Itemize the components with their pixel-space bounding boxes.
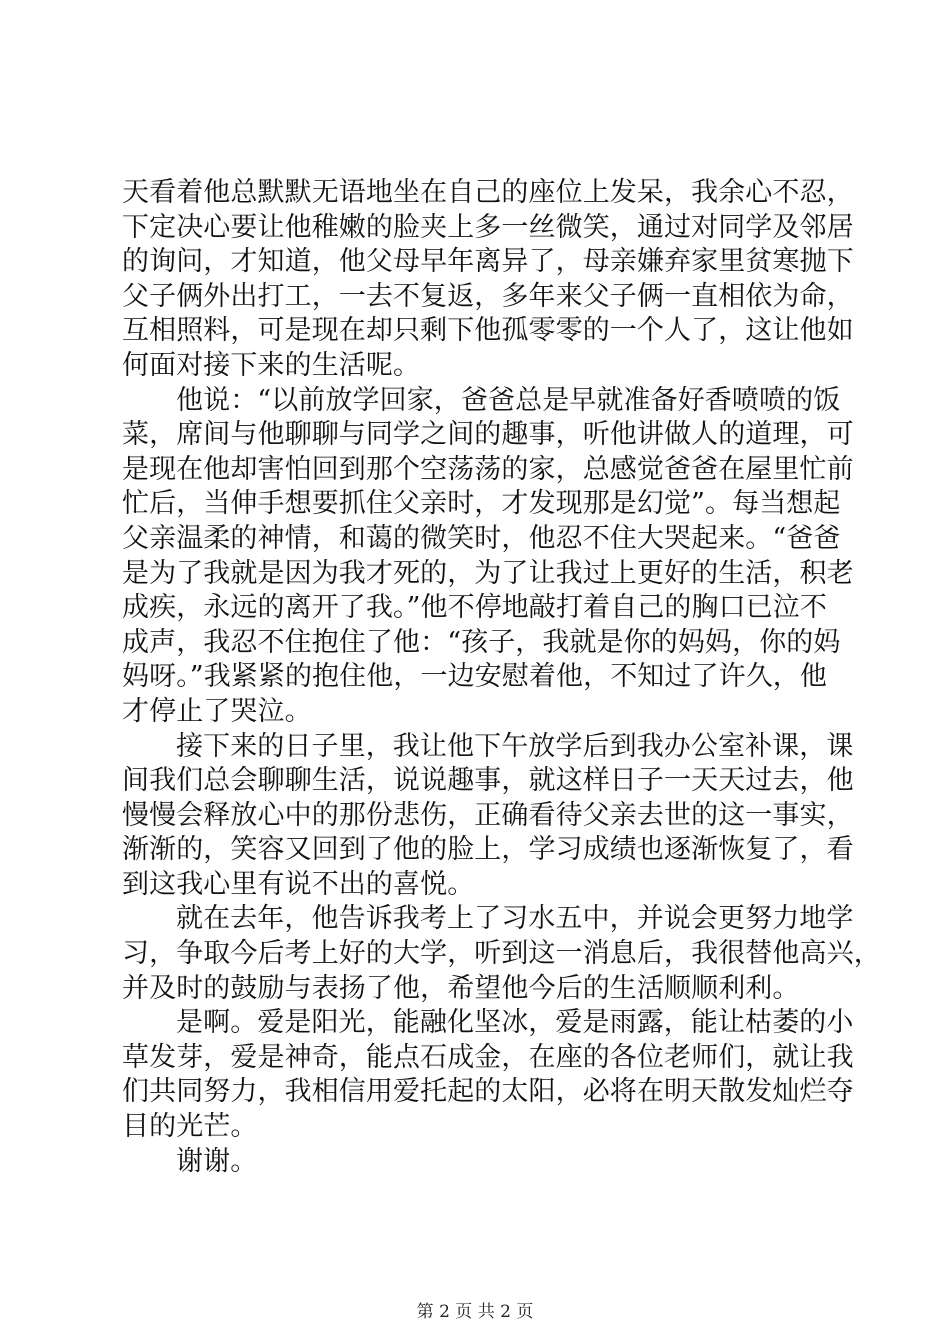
text-line: 们共同努力，我相信用爱托起的太阳，必将在明天散发灿烂夺 xyxy=(122,1076,854,1108)
paragraph-start-line: 是啊。爱是阳光，能融化坚冰，爱是雨露，能让枯萎的小 xyxy=(176,1007,854,1039)
text-line: 习，争取今后考上好的大学，听到这一消息后，我很替他高兴， xyxy=(122,938,881,970)
text-line: 慢慢会释放心中的那份悲伤，正确看待父亲去世的这一事实， xyxy=(122,799,854,831)
body-text xyxy=(122,176,881,1179)
text-line: 父子俩外出打工，一去不复返，多年来父子俩一直相依为命， xyxy=(122,280,854,312)
text-line: 草发芽，爱是神奇，能点石成金，在座的各位老师们，就让我 xyxy=(122,1041,854,1073)
text-line: 天看着他总默默无语地坐在自己的座位上发呆，我余心不忍， xyxy=(122,177,854,208)
text-line: 的询问，才知道，他父母早年离异了，母亲嫌弃家里贫寒抛下 xyxy=(122,246,854,278)
paragraph-start-line: 他说：“以前放学回家，爸爸总是早就准备好香喷喷的饭 xyxy=(176,384,841,416)
text-line: 是现在他却害怕回到那个空荡荡的家，总感觉爸爸在屋里忙前 xyxy=(122,453,854,485)
text-line: 忙后，当伸手想要抓住父亲时，才发现那是幻觉”。每当想起 xyxy=(122,488,841,520)
text-line: 成疾，永远的离开了我。”他不停地敲打着自己的胸口已泣不 xyxy=(122,592,828,624)
text-line: 才停止了哭泣。 xyxy=(122,695,312,727)
page-footer: 第 2 页 共 2 页 xyxy=(416,1302,534,1322)
text-line: 妈呀。”我紧紧的抱住他，一边安慰着他，不知过了许久，他 xyxy=(122,661,828,693)
text-line: 父亲温柔的神情，和蔼的微笑时，他忍不住大哭起来。“爸爸 xyxy=(122,522,841,554)
text-line: 目的光芒。 xyxy=(122,1111,258,1143)
text-line: 成声，我忍不住抱住了他：“孩子，我就是你的妈妈，你的妈 xyxy=(122,626,841,658)
text-line: 菜，席间与他聊聊与同学之间的趣事，听他讲做人的道理，可 xyxy=(122,419,854,451)
text-line: 下定决心要让他稚嫩的脸夹上多一丝微笑，通过对同学及邻居 xyxy=(122,211,854,243)
closing-line: 谢谢。 xyxy=(176,1145,258,1177)
text-line: 渐渐的，笑容又回到了他的脸上，学习成绩也逐渐恢复了，看 xyxy=(122,834,854,866)
text-line: 是为了我就是因为我才死的，为了让我过上更好的生活，积老 xyxy=(122,557,854,589)
paragraph-start-line: 就在去年，他告诉我考上了习水五中，并说会更努力地学 xyxy=(176,903,854,935)
text-line: 并及时的鼓励与表扬了他，希望他今后的生活顺顺利利。 xyxy=(122,972,800,1004)
paragraph-start-line: 接下来的日子里，我让他下午放学后到我办公室补课，课 xyxy=(176,730,854,762)
text-line: 互相照料，可是现在却只剩下他孤零零的一个人了，这让他如 xyxy=(122,315,854,347)
text-line: 间我们总会聊聊生活，说说趣事，就这样日子一天天过去，他 xyxy=(122,765,854,797)
text-line: 何面对接下来的生活呢。 xyxy=(122,349,421,381)
text-line: 到这我心里有说不出的喜悦。 xyxy=(122,868,475,900)
